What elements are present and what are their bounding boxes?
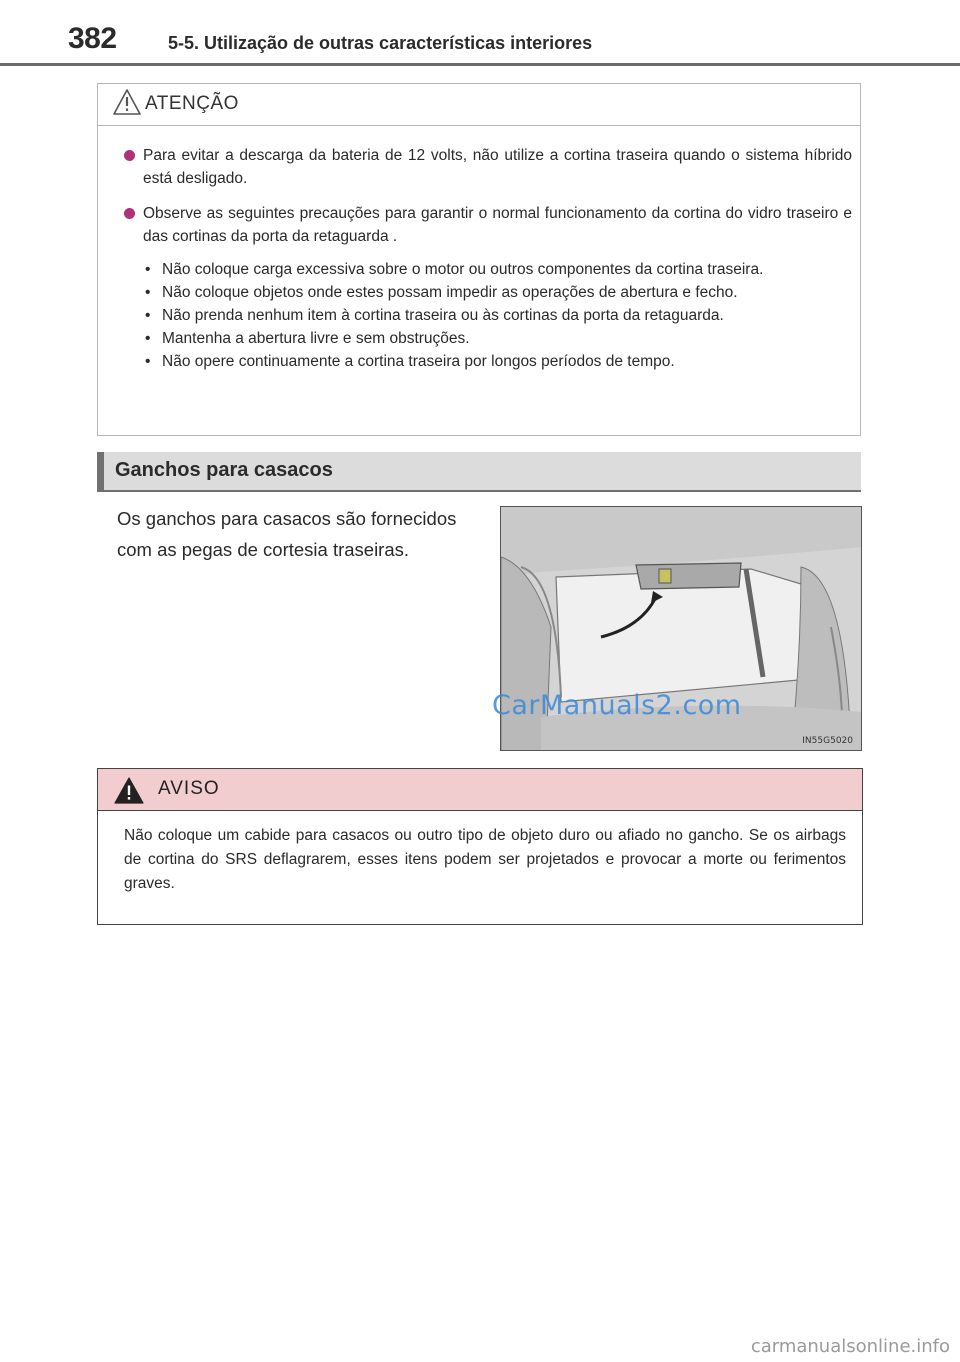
attention-sub-item bbox=[143, 350, 846, 373]
warning-header bbox=[98, 769, 862, 811]
attention-item bbox=[124, 144, 852, 190]
section-body: Os ganchos para casacos são fornecidos com as pegas de cortesia traseiras. bbox=[117, 508, 457, 560]
caution-icon bbox=[112, 88, 142, 116]
page-header bbox=[0, 0, 960, 66]
attention-sub-text: Não coloque carga excessiva sobre o motor ou outros componentes da cortina traseira. bbox=[162, 261, 764, 278]
attention-body bbox=[98, 144, 860, 373]
attention-sub-text: Não prenda nenhum item à cortina traseira ou às cortinas da porta da retaguarda. bbox=[162, 307, 724, 324]
attention-sub-text: Não coloque objetos onde estes possam impedir as operações de abertura e fecho. bbox=[162, 284, 738, 301]
sub-bullet: • bbox=[145, 353, 151, 370]
bullet-icon bbox=[124, 208, 135, 219]
warning-text: Não coloque um cabide para casacos ou outro tipo de objeto duro ou afiado no gancho. Se os airbags de cortina do SRS deflagrarem, esses itens podem ser projetados e provocar a morte ou ferimentos graves. bbox=[124, 827, 846, 892]
attention-sub-text: Não opere continuamente a cortina traseira por longos períodos de tempo. bbox=[162, 353, 675, 370]
attention-item-text: Para evitar a descarga da bateria de 12 volts, não utilize a cortina traseira quando o sistema híbrido está desligado. bbox=[143, 147, 852, 187]
attention-sub-text: Mantenha a abertura livre e sem obstruções. bbox=[162, 330, 470, 347]
section-header bbox=[97, 452, 861, 490]
chapter-title: 5-5. Utilização de outras características interiores bbox=[168, 33, 593, 53]
header-rule bbox=[0, 63, 960, 66]
attention-item bbox=[124, 202, 852, 248]
section-rule bbox=[97, 490, 861, 492]
attention-sub-list bbox=[143, 258, 846, 373]
watermark-overlay: CarManuals2.com bbox=[492, 690, 742, 721]
attention-item-text: Observe as seguintes precauções para garantir o normal funcionamento da cortina do vidro traseiro e das cortinas da porta da retaguarda . bbox=[143, 205, 852, 245]
section-accent bbox=[97, 452, 104, 490]
section-title: Ganchos para casacos bbox=[115, 459, 333, 481]
footer-watermark: carmanualsonline.info bbox=[750, 1336, 950, 1357]
bullet-icon bbox=[124, 150, 135, 161]
attention-title: ATENÇÃO bbox=[145, 93, 239, 114]
warning-icon bbox=[114, 777, 144, 804]
sub-bullet: • bbox=[145, 261, 151, 278]
sub-bullet: • bbox=[145, 284, 151, 301]
attention-header bbox=[98, 84, 860, 126]
sub-bullet: • bbox=[145, 330, 151, 347]
attention-box bbox=[97, 83, 861, 436]
page-number: 382 bbox=[68, 22, 117, 55]
warning-box bbox=[97, 768, 863, 925]
attention-sub-item bbox=[143, 327, 846, 350]
figure-code: IN55G5020 bbox=[802, 736, 853, 746]
sub-bullet: • bbox=[145, 307, 151, 324]
attention-sub-item bbox=[143, 281, 846, 304]
attention-sub-item bbox=[143, 304, 846, 327]
warning-title: AVISO bbox=[158, 778, 220, 799]
attention-sub-item bbox=[143, 258, 846, 281]
